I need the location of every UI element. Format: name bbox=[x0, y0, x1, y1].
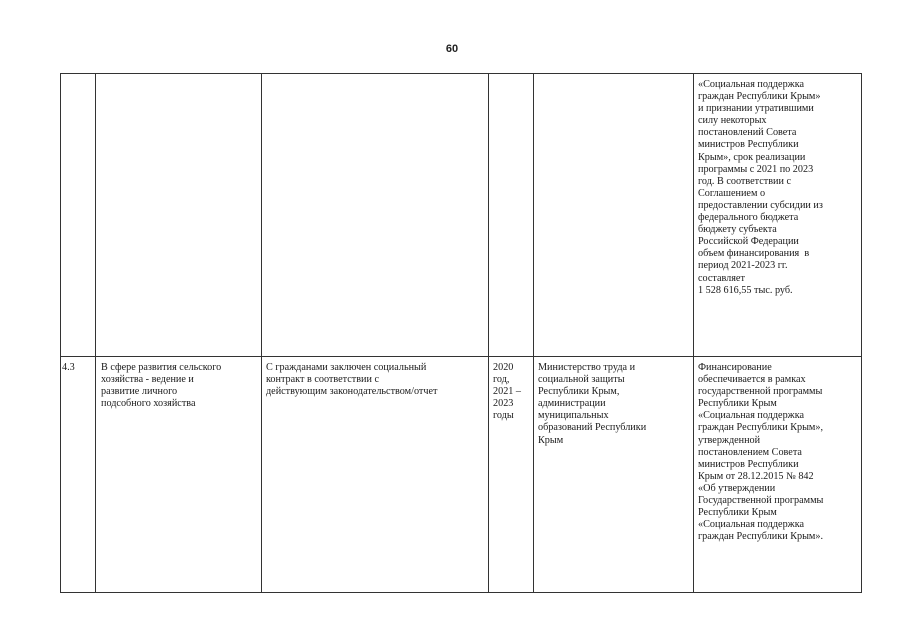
column-divider bbox=[488, 73, 489, 593]
table-right-border bbox=[861, 73, 862, 593]
row2-period-cell: 2020 год, 2021 – 2023 годы bbox=[493, 362, 522, 422]
table-top-border bbox=[60, 73, 862, 74]
column-divider bbox=[533, 73, 534, 593]
row2-area-cell: В сфере развития сельского хозяйства - ведение и развитие личного подсобного хозяйства bbox=[101, 362, 222, 410]
row1-financing-cell: «Социальная поддержка граждан Республики Крым» и признании утратившими силу некоторых постановлений Совета министров Республики Крым», срок реализации программы с 2021 по 2023 год. В соответствии с Соглашением о предоставлении субсидии из федерального бюджета бюджету субъекта Российской Федерации объем финансирования в период 2021-2023 гг. составляет 1 528 616,55 тыс. руб. bbox=[698, 79, 823, 296]
page-number: 60 bbox=[445, 43, 459, 55]
row2-financing-cell: Финансирование обеспечивается в рамках государственной программы Республики Крым «Социальная поддержка граждан Республики Крым», утвержденной постановлением Совета министров Республики Крым от 28.12.2015 № 842 «Об утверждении Государственной программы Республики Крым «Социальная поддержка граждан Республики Крым». bbox=[698, 362, 824, 543]
column-divider bbox=[261, 73, 262, 593]
row2-executor-cell: Министерство труда и социальной защиты Республики Крым, администрации муниципальных образований Республики Крым bbox=[538, 362, 647, 446]
column-divider bbox=[693, 73, 694, 593]
program-table bbox=[60, 73, 862, 593]
row-divider bbox=[60, 356, 862, 357]
column-divider bbox=[95, 73, 96, 593]
row2-measure-cell: С гражданами заключен социальный контракт в соответствии с действующим законодательством/отчет bbox=[266, 362, 438, 398]
table-bottom-border bbox=[60, 592, 862, 593]
table-left-border bbox=[60, 73, 61, 593]
row2-number-cell: 4.3 bbox=[62, 362, 75, 373]
